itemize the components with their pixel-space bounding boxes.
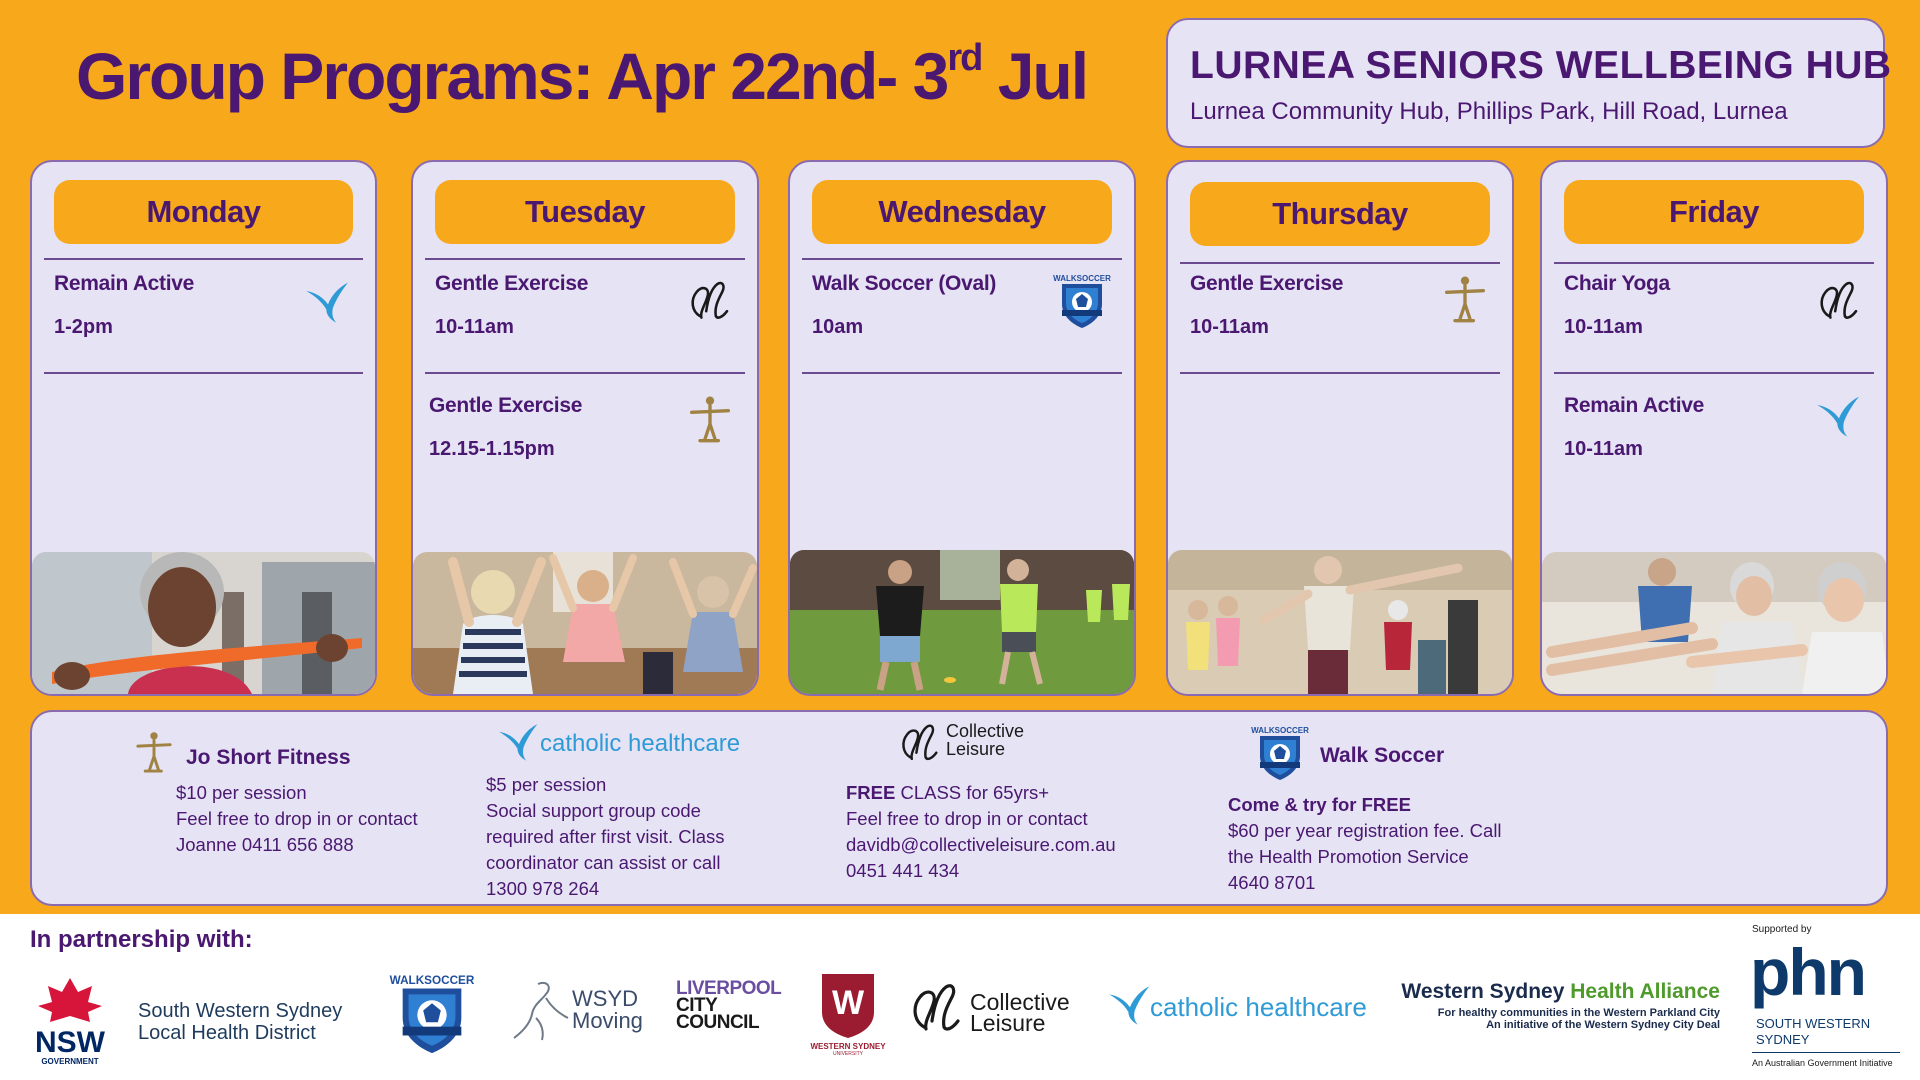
divider: [802, 258, 1122, 260]
page-title: [76, 38, 1087, 114]
day-card-friday: [1540, 160, 1888, 696]
logo-line: WSYD: [572, 986, 638, 1011]
session: [1190, 272, 1490, 339]
jo-short-fitness-figure-icon: [1440, 268, 1490, 330]
collective-leisure-icon: [1816, 276, 1864, 324]
session-name: Walk Soccer (Oval): [812, 272, 997, 295]
swslhd-logo: [138, 1000, 342, 1044]
catholic-healthcare-logo: [1106, 980, 1376, 1040]
provider-details: [846, 780, 1116, 884]
catholic-text: catholic healthcare: [1150, 992, 1367, 1022]
day-label: Monday: [54, 180, 353, 244]
collective-leisure-logo: [908, 974, 1088, 1044]
partnership-heading: In partnership with:: [30, 926, 253, 953]
provider-name: Jo Short Fitness: [186, 746, 351, 769]
day-label: Tuesday: [435, 180, 735, 244]
photo-seated-exercise-class: [413, 552, 757, 694]
nsw-sub: GOVERNMENT: [41, 1057, 99, 1066]
day-label: Thursday: [1190, 182, 1490, 246]
hub-name: LURNEA SENIORS WELLBEING HUB: [1190, 44, 1892, 87]
divider: [1554, 262, 1874, 264]
provider-details: [486, 772, 725, 902]
detail-line: 1300 978 264: [486, 878, 600, 899]
session-time: 10am: [812, 316, 864, 338]
day-card-wednesday: [788, 160, 1136, 696]
session-time: 10-11am: [1564, 316, 1643, 338]
detail-line: 4640 8701: [1228, 872, 1316, 893]
session: [1564, 394, 1864, 461]
logo-line: Moving: [572, 1008, 643, 1033]
divider: [802, 372, 1122, 374]
divider: [425, 372, 745, 374]
nsw-text: NSW: [35, 1026, 105, 1059]
logo-line: Leisure: [946, 739, 1006, 759]
detail-line: Feel free to drop in or contact: [846, 808, 1088, 829]
phn-initiative: An Australian Government Initiative: [1752, 1058, 1893, 1068]
catholic-healthcare-bird-icon: [496, 718, 542, 764]
session: [1564, 272, 1864, 339]
logo-line: South Western Sydney: [138, 1000, 343, 1022]
photo-monday: [32, 552, 375, 694]
hub-address: Lurnea Community Hub, Phillips Park, Hill Road, Lurnea: [1190, 98, 1788, 125]
logo-line: Collective: [970, 989, 1070, 1015]
photo-gentle-exercise-class: [1168, 550, 1512, 694]
phn-wordmark: phn: [1750, 935, 1865, 1009]
collective-leisure-icon: [908, 974, 968, 1040]
session-time: 12.15-1.15pm: [429, 438, 555, 460]
day-card-thursday: [1166, 160, 1514, 696]
wsu-caption: WESTERN SYDNEY: [810, 1042, 886, 1051]
day-card-tuesday: [411, 160, 759, 696]
day-label: Wednesday: [812, 180, 1112, 244]
walksoccer-badge-icon: [388, 968, 476, 1056]
logo-line: Local Health District: [138, 1022, 316, 1044]
day-card-monday: [30, 160, 377, 696]
phn-line: SYDNEY: [1756, 1032, 1810, 1047]
collective-leisure-icon: [687, 276, 735, 324]
divider: [1554, 372, 1874, 374]
wsha-line: An initiative of the Western Sydney City Deal: [1486, 1019, 1720, 1031]
detail-line: [846, 780, 1116, 806]
session-name: Gentle Exercise: [429, 394, 583, 417]
day-label: Friday: [1564, 180, 1864, 244]
divider: [44, 258, 363, 260]
nsw-government-logo: [30, 974, 110, 1064]
phn-logo: [1750, 924, 1910, 1080]
jo-short-fitness-figure-icon: [132, 724, 176, 780]
jo-short-fitness-figure-icon: [685, 388, 735, 450]
photo-walking-soccer: [790, 550, 1134, 694]
svg-text:W: W: [831, 984, 865, 1022]
detail-line: the Health Promotion Service: [1228, 846, 1469, 867]
provider-name: Walk Soccer: [1320, 744, 1445, 767]
photo-tuesday: [413, 552, 757, 694]
partner-footer: [0, 914, 1920, 1080]
catholic-healthcare-logo-text: catholic healthcare: [540, 730, 741, 757]
detail-line: 0451 441 434: [846, 860, 960, 881]
title-superscript: rd: [947, 37, 982, 79]
session-name: Gentle Exercise: [1190, 272, 1344, 295]
photo-wednesday: [790, 550, 1134, 694]
detail-line: Feel free to drop in or contact: [176, 808, 418, 829]
walksoccer-badge-icon: [1052, 270, 1112, 330]
western-sydney-university-logo: [808, 972, 888, 1072]
walksoccer-badge-icon: [1250, 722, 1310, 782]
detail-line: Come & try for FREE: [1228, 794, 1411, 815]
title-end: Jul: [981, 39, 1088, 113]
phn-supported: Supported by: [1752, 924, 1812, 935]
catholic-healthcare-bird-icon: [303, 276, 353, 326]
logo-line: Leisure: [970, 1010, 1046, 1036]
detail-line: $5 per session: [486, 774, 607, 795]
waratah-icon: [30, 974, 110, 1024]
wsyd-text: [572, 988, 643, 1032]
provider-details: [176, 780, 418, 858]
liverpool-city-council-logo: [676, 980, 781, 1031]
collective-leisure-icon: [898, 718, 944, 766]
wsyd-moving-logo: [508, 974, 648, 1054]
wsha-line: For healthy communities in the Western Parkland City: [1437, 1007, 1720, 1019]
divider: [1180, 262, 1500, 264]
detail-line: Joanne 0411 656 888: [176, 834, 354, 855]
session: [54, 272, 353, 339]
session-time: 1-2pm: [54, 316, 113, 338]
detail-line: coordinator can assist or call: [486, 852, 721, 873]
session-time: 10-11am: [1564, 438, 1643, 460]
phn-line: SOUTH WESTERN: [1756, 1016, 1871, 1031]
wsha-title-a: Western Sydney: [1401, 980, 1571, 1003]
photo-friday: [1542, 552, 1886, 694]
wsu-sub: UNIVERSITY: [832, 1051, 863, 1057]
photo-chair-yoga: [1542, 552, 1886, 694]
provider-details: [1228, 792, 1502, 896]
session-name: Remain Active: [54, 272, 195, 295]
logo-line: Collective: [946, 721, 1025, 741]
session-time: 10-11am: [435, 316, 514, 338]
free-class-text: CLASS for 65yrs+: [895, 782, 1050, 803]
catholic-healthcare-bird-icon: [1106, 980, 1154, 1028]
running-figure-icon: [508, 974, 572, 1044]
collective-leisure-logo-text: [946, 722, 1024, 758]
session: [812, 272, 1112, 339]
detail-line: Social support group code: [486, 800, 701, 821]
logo-line: LIVERPOOL: [676, 978, 782, 999]
provider-info-box: [30, 710, 1888, 906]
title-main: Group Programs: Apr 22nd- 3: [76, 39, 948, 113]
divider: [425, 258, 745, 260]
session-time: 10-11am: [1190, 316, 1269, 338]
collective-text: [970, 989, 1070, 1036]
session-name: Chair Yoga: [1564, 272, 1670, 295]
divider: [1180, 372, 1500, 374]
session: [429, 394, 735, 461]
divider: [44, 372, 363, 374]
session-name: Gentle Exercise: [435, 272, 589, 295]
detail-line: $10 per session: [176, 782, 307, 803]
wsha-title: [1396, 980, 1720, 1004]
photo-woman-resistance-band: [32, 552, 375, 694]
detail-line: $60 per year registration fee. Call: [1228, 820, 1502, 841]
wsha-title-b: Health Alliance: [1570, 980, 1720, 1003]
photo-thursday: [1168, 550, 1512, 694]
western-sydney-health-alliance-logo: [1396, 980, 1720, 1031]
wsu-shield-icon: [818, 972, 878, 1038]
free-label: FREE: [846, 782, 896, 803]
session: [435, 272, 735, 339]
detail-line: davidb@collectiveleisure.com.au: [846, 834, 1116, 855]
detail-line: required after first visit. Class: [486, 826, 725, 847]
logo-line: CITY: [676, 995, 718, 1016]
phn-divider: [1752, 1052, 1900, 1053]
catholic-healthcare-bird-icon: [1814, 390, 1864, 440]
session-name: Remain Active: [1564, 394, 1705, 417]
logo-line: COUNCIL: [676, 1012, 760, 1033]
hub-info-box: [1166, 18, 1892, 148]
